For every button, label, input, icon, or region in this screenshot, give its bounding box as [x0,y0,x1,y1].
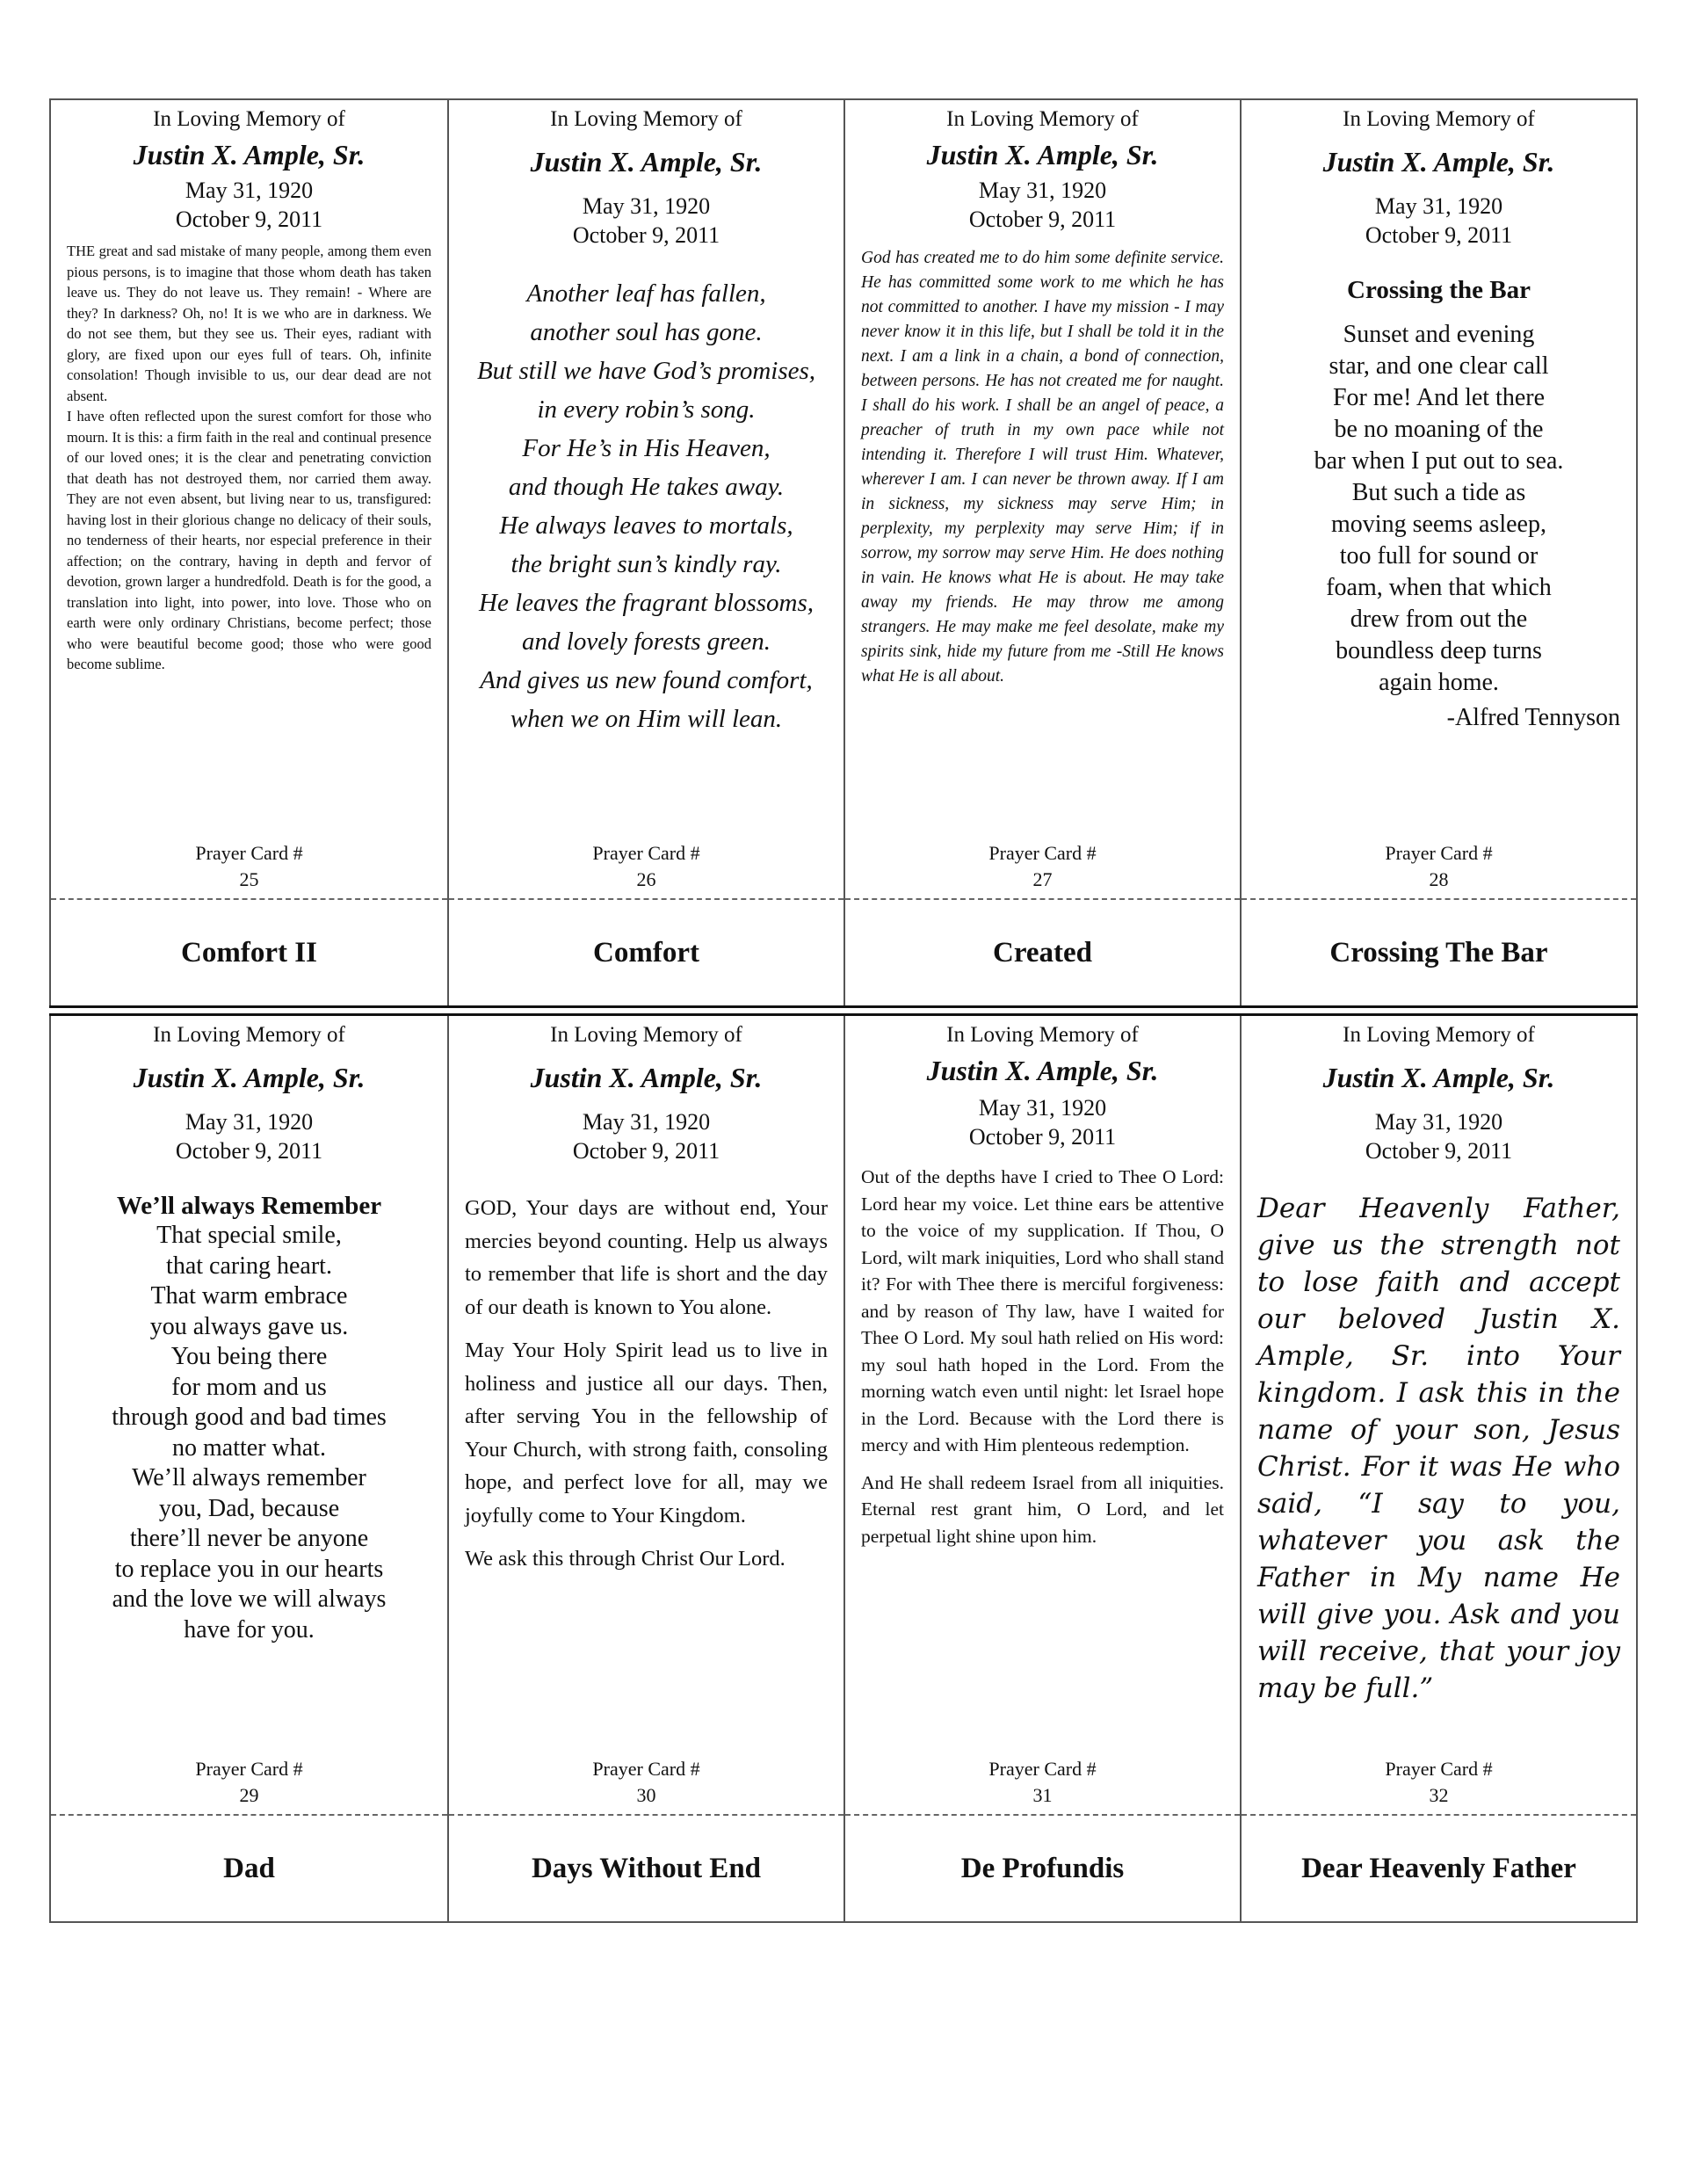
prayer-card [51,1016,447,1816]
death-date: October 9, 2011 [968,207,1117,232]
life-dates [465,192,828,250]
prayer-card-column [447,100,844,1005]
poem-line: bar when I put out to sea. [1314,447,1564,475]
prayer-card-label: Prayer Card # [195,842,303,864]
prayer-card-number [845,1756,1240,1809]
poem-line: another soul has gone. [530,318,763,346]
prayer-card [845,1016,1240,1816]
prayer-card [449,100,844,900]
poem-line: boundless deep turns [1336,637,1542,664]
poem-line: But still we have God’s promises, [476,357,816,385]
birth-date: May 31, 1920 [185,178,314,203]
poem-line: be no moaning of the [1334,416,1544,443]
prayer-card-number [449,840,844,893]
poem-line: He always leaves to mortals, [499,512,793,540]
poem-line: That warm embrace [150,1282,348,1310]
poem-line: For He’s in His Heaven, [522,434,771,462]
card-number: 29 [239,1784,259,1806]
death-date: October 9, 2011 [968,1124,1117,1150]
prayer-card [1242,1016,1636,1816]
prayer-card-column [844,100,1240,1005]
card-number: 30 [636,1784,656,1806]
birth-date: May 31, 1920 [1374,1109,1503,1135]
poem-line: have for you. [184,1615,315,1643]
deceased-name: Justin X. Ample, Sr. [530,1062,763,1093]
card-title: Days Without End [531,1852,762,1884]
prayer-card-label: Prayer Card # [1385,1758,1493,1780]
prayer-card-label: Prayer Card # [592,1758,700,1780]
poem-line: Another leaf has fallen, [526,279,766,308]
death-date: October 9, 2011 [175,207,323,232]
poem-line: in every robin’s song. [537,395,756,424]
poem-line: for mom and us [171,1373,327,1401]
prayer-card-column [447,1016,844,1921]
deceased-name: Justin X. Ample, Sr. [133,139,366,171]
prayer-card-label: Prayer Card # [988,1758,1097,1780]
prayer-card-label: Prayer Card # [1385,842,1493,864]
card-title: Created [992,936,1093,969]
memory-header: In Loving Memory of [1343,107,1535,131]
prayer-card-number [51,1756,447,1809]
life-dates [1257,192,1620,250]
card-number: 27 [1032,868,1053,890]
poem-line: there’ll never be anyone [129,1525,369,1552]
row-divider [49,1005,1638,1016]
card-row-bottom [49,1016,1638,1923]
paragraph: We ask this through Christ Our Lord. [465,1547,786,1571]
poem-line: through good and bad times [112,1404,387,1431]
death-date: October 9, 2011 [1365,222,1513,248]
prayer-card-label: Prayer Card # [195,1758,303,1780]
birth-date: May 31, 1920 [582,193,711,219]
poem [465,274,828,738]
poem-line: star, and one clear call [1329,352,1549,380]
life-dates [861,176,1224,234]
card-title: Comfort II [181,936,317,969]
birth-date: May 31, 1920 [1374,193,1503,219]
deceased-name: Justin X. Ample, Sr. [926,1055,1159,1086]
prayer-card-column [1240,1016,1636,1921]
card-title: Dad [223,1852,275,1884]
prayer-card-number [1242,840,1636,893]
poem-line: That special smile, [156,1222,342,1249]
birth-date: May 31, 1920 [582,1109,711,1135]
poem-line: no matter what. [172,1433,326,1462]
poem-line: For me! And let there [1332,384,1546,411]
poem-line: foam, when that which [1326,574,1552,601]
poem-line: and though He takes away. [508,473,785,501]
poem-line: you always gave us. [149,1312,349,1340]
poem-line: to replace you in our hearts [114,1555,384,1583]
poem-line: and the love we will always [112,1585,387,1613]
poem-line: when we on Him will lean. [510,705,783,733]
poem-title: We’ll always Remember [116,1192,382,1220]
poem-line: you, Dad, because [158,1494,340,1522]
paragraph: Out of the depths have I cried to Thee O Lord: Lord hear my voice. Let thine ears be attentive to the voice of my supplication. If Thou, O Lord, wilt mark iniquities, Lord who shall stand it? For with Thee there is merciful forgiveness: and by reason of Thy law, have I waited for Thee O Lord. My soul hath relied on His word: my soul hath hoped in the Lord. From the morning watch even until night: let Israel hope in the Lord. Because with the Lord there is mercy and with Him plenteous redemption. [861,1166,1224,1455]
poem-line: too full for sound or [1339,542,1539,570]
memory-header: In Loving Memory of [153,107,345,131]
paragraph: I have often reflected upon the surest comfort for those who mourn. It is this: a firm faith in the real and continual presence of our loved ones; it is the clear and penetrating conviction that death has not destroyed them, nor carried them away. They are not even absent, but living near to us, transfigured: having lost in their glorious change no delicacy of their souls, no tenderness of their hearts, nor especial preference in their affection; on the contrary, having in depth and fervor of devotion, grown larger a hundredfold. Death is for the good, a translation into light, into power, into love. Those who on earth were only ordinary Christians, become perfect; those who were beautiful become good; those who were good become sublime. [67,408,431,672]
prayer-card-column [51,100,447,1005]
memory-header: In Loving Memory of [550,107,742,131]
memory-header: In Loving Memory of [1343,1023,1535,1047]
memory-header: In Loving Memory of [946,1023,1139,1047]
poem-title: Crossing the Bar [1347,276,1531,304]
prayer-card-column [844,1016,1240,1921]
poem-line: the bright sun’s kindly ray. [510,550,782,578]
deceased-name: Justin X. Ample, Sr. [1322,146,1555,178]
prayer-card [845,100,1240,900]
birth-date: May 31, 1920 [978,1095,1107,1121]
card-number: 32 [1429,1784,1449,1806]
prayer-card-column [51,1016,447,1921]
card-number: 26 [636,868,656,890]
deceased-name: Justin X. Ample, Sr. [926,139,1159,171]
prayer-card [51,100,447,900]
poem-line: drew from out the [1350,606,1528,633]
poem-author: -Alfred Tennyson [1446,704,1620,731]
card-title: Dear Heavenly Father [1301,1852,1576,1884]
death-date: October 9, 2011 [175,1138,323,1164]
death-date: October 9, 2011 [1365,1138,1513,1164]
life-dates [1257,1107,1620,1165]
poem-line: Sunset and evening [1343,321,1535,348]
prayer-card-number [845,840,1240,893]
paragraph: THE great and sad mistake of many people, among them even pious persons, is to imagine that those whom death has taken leave us. They do not leave us. They remain! - Where are they? In darkness? Oh, no! It is we who are in darkness. We do not see them, but they see us. Their eyes, radiant with glory, are fixed upon our eyes full of tears. Oh, infinite consolation! Though invisible to us, our dear dead are not absent. [67,243,431,404]
poem-line: But such a tide as [1351,479,1526,506]
life-dates [67,176,431,234]
card-text [67,241,431,675]
death-date: October 9, 2011 [572,1138,720,1164]
deceased-name: Justin X. Ample, Sr. [1322,1062,1555,1093]
card-title: De Profundis [960,1852,1125,1884]
prayer-card-column [1240,100,1636,1005]
poem-line: We’ll always remember [132,1464,366,1491]
deceased-name: Justin X. Ample, Sr. [133,1062,366,1093]
life-dates [67,1107,431,1165]
poem [1257,319,1620,699]
death-date: October 9, 2011 [572,222,720,248]
poem-line: again home. [1379,669,1499,696]
paragraph: GOD, Your days are without end, Your mercies beyond counting. Help us always to remember that life is short and the day of our death is known to You alone. [465,1196,828,1319]
birth-date: May 31, 1920 [978,178,1107,203]
card-row-top [49,98,1638,1005]
card-title: Comfort [593,936,699,969]
life-dates [465,1107,828,1165]
poem-line: moving seems asleep, [1331,511,1546,538]
card-title: Crossing The Bar [1329,936,1548,969]
prayer-card-number [1242,1756,1636,1809]
card-number: 31 [1032,1784,1053,1806]
card-number: 25 [239,868,259,890]
memory-header: In Loving Memory of [946,107,1139,131]
memory-header: In Loving Memory of [153,1023,345,1047]
prayer-card [1242,100,1636,900]
paragraph: And He shall redeem Israel from all iniquities. Eternal rest grant him, O Lord, and let perpetual light shine upon him. [861,1471,1224,1547]
poem-line: And gives us new found comfort, [480,666,813,694]
memory-header: In Loving Memory of [550,1023,742,1047]
poem-line: He leaves the fragrant blossoms, [479,589,814,617]
poem-line: that caring heart. [166,1252,332,1280]
poem-line: and lovely forests green. [522,628,771,656]
paragraph: May Your Holy Spirit lead us to live in holiness and justice all our days. Then, after serving You in the fellowship of Your Church, with strong faith, consoling hope, and perfect love for all, may we joyfully come to Your Kingdom. [465,1339,828,1527]
card-text: Dear Heavenly Father, give us the strength not to lose faith and accept our beloved Justin X. Ample, Sr. into Your kingdom. I ask this in the name of your son, Jesus Christ. For it was He who said, “I say to you, whatever you ask the Father in My name He will give you. Ask and you will receive, that your joy may be full.” [1257,1193,1620,1704]
prayer-card [449,1016,844,1816]
deceased-name: Justin X. Ample, Sr. [530,146,763,178]
prayer-card-sheet [49,98,1638,1923]
poem-line: You being there [170,1343,328,1370]
prayer-card-number [51,840,447,893]
card-text: God has created me to do him some definite service. He has committed some work to me which he has not committed to another. I have my mission - I may never know it in this life, but I shall be told it in the next. I am a link in a chain, a bond of connection, between persons. He has not created me for naught. I shall do his work. I shall be an angel of peace, a preacher of truth in my own pace while not intending it. Therefore I will trust Him. Whatever, wherever I am. I can never be thrown away. If I am in sickness, my sickness may serve Him; in perplexity, my perplexity may serve Him; if in sorrow, my sorrow may serve Him. He does nothing in vain. He knows what He is about. He may take away my friends. He may throw me among strangers. He may make me feel desolate, make my spirits sink, hide my future from me -Still He knows what He is all about. [861,249,1224,686]
birth-date: May 31, 1920 [185,1109,314,1135]
card-number: 28 [1429,868,1449,890]
card-text [861,1164,1224,1549]
life-dates [861,1093,1224,1151]
poem [67,1221,431,1645]
prayer-card-label: Prayer Card # [592,842,700,864]
prayer-card-label: Prayer Card # [988,842,1097,864]
card-text [465,1192,828,1576]
prayer-card-number [449,1756,844,1809]
